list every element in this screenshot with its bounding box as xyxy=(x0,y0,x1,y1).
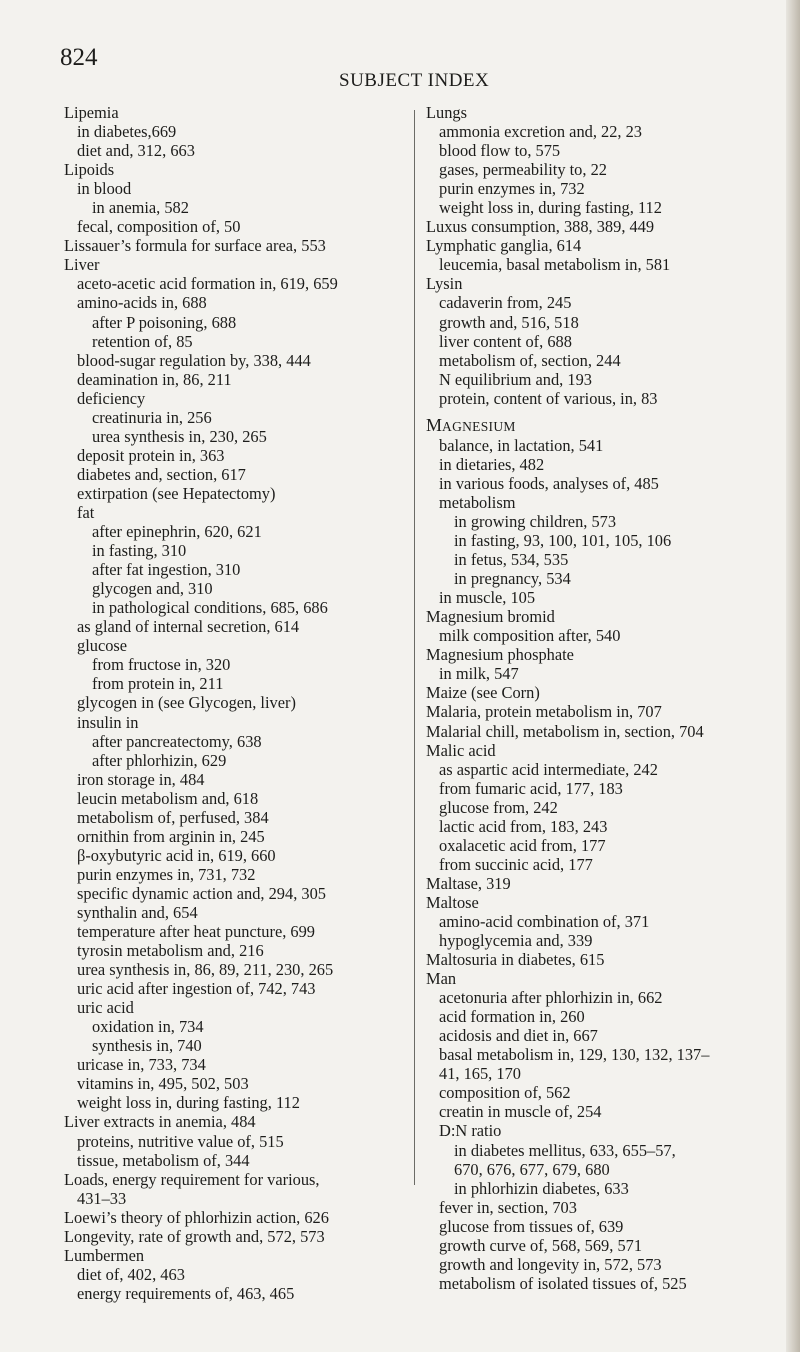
index-subentry: deposit protein in, 363 xyxy=(77,445,225,465)
index-heading: Liver extracts in anemia, 484 xyxy=(64,1112,256,1132)
index-subentry: blood-sugar regulation by, 338, 444 xyxy=(77,350,311,370)
page-header xyxy=(60,44,750,91)
index-subentry: in growing children, 573 xyxy=(454,511,617,531)
index-heading: Lipoids xyxy=(64,160,115,180)
index-subentry: glucose xyxy=(77,636,128,656)
index-subentry: diet of, 402, 463 xyxy=(77,1264,185,1284)
index-subentry: proteins, nutritive value of, 515 xyxy=(77,1131,284,1151)
index-subentry: basal metabolism in, 129, 130, 132, 137– xyxy=(439,1045,710,1065)
index-subentry: in fasting, 310 xyxy=(92,541,187,561)
index-heading: Loewi’s theory of phlorhizin action, 626 xyxy=(64,1207,329,1227)
index-subentry: oxalacetic acid from, 177 xyxy=(439,835,606,855)
index-subentry: after epinephrin, 620, 621 xyxy=(92,522,262,542)
index-subentry: in various foods, analyses of, 485 xyxy=(439,473,659,493)
index-subentry: milk composition after, 540 xyxy=(439,626,621,646)
index-heading: Maltose xyxy=(426,892,479,912)
index-subentry: insulin in xyxy=(77,712,139,732)
index-subentry: from fumaric acid, 177, 183 xyxy=(439,778,623,798)
index-subentry: after phlorhizin, 629 xyxy=(92,750,227,770)
index-subentry: growth and longevity in, 572, 573 xyxy=(439,1254,662,1274)
page-edge-shadow xyxy=(786,0,800,1352)
index-subentry: oxidation in, 734 xyxy=(92,1017,204,1037)
index-subentry: in fasting, 93, 100, 101, 105, 106 xyxy=(454,531,672,551)
index-subentry: in diabetes mellitus, 633, 655–57, xyxy=(454,1140,676,1160)
index-subentry: 431–33 xyxy=(77,1188,127,1208)
index-heading: Maltase, 319 xyxy=(426,873,511,893)
index-heading: Maltosuria in diabetes, 615 xyxy=(426,950,605,970)
index-subentry: leucemia, basal metabolism in, 581 xyxy=(439,255,671,275)
index-subentry: in anemia, 582 xyxy=(92,198,189,218)
index-subentry: creatin in muscle of, 254 xyxy=(439,1102,602,1122)
index-subentry: ammonia excretion and, 22, 23 xyxy=(439,122,643,142)
index-heading: MAGNESIUM xyxy=(426,414,516,435)
index-subentry: after fat ingestion, 310 xyxy=(92,560,241,580)
index-column-left xyxy=(64,103,404,1303)
index-subentry: energy requirements of, 463, 465 xyxy=(77,1283,295,1303)
index-heading: Loads, energy requirement for various, xyxy=(64,1169,320,1189)
index-subentry: temperature after heat puncture, 699 xyxy=(77,922,316,942)
index-subentry: aceto-acetic acid formation in, 619, 659 xyxy=(77,274,338,294)
index-subentry: leucin metabolism and, 618 xyxy=(77,788,259,808)
index-subentry: diet and, 312, 663 xyxy=(77,141,195,161)
index-subentry: balance, in lactation, 541 xyxy=(439,435,604,455)
index-subentry: iron storage in, 484 xyxy=(77,769,205,789)
index-subentry: fecal, composition of, 50 xyxy=(77,217,241,237)
index-subentry: hypoglycemia and, 339 xyxy=(439,931,593,951)
index-subentry: growth and, 516, 518 xyxy=(439,312,579,332)
index-subentry: creatinuria in, 256 xyxy=(92,407,212,427)
index-subentry: D:N ratio xyxy=(439,1121,502,1141)
index-subentry: 670, 676, 677, 679, 680 xyxy=(454,1159,610,1179)
index-subentry: glycogen and, 310 xyxy=(92,579,213,599)
index-subentry: ornithin from arginin in, 245 xyxy=(77,826,265,846)
index-subentry: glycogen in (see Glycogen, liver) xyxy=(77,693,296,713)
index-subentry: tissue, metabolism of, 344 xyxy=(77,1150,250,1170)
index-heading: Liver xyxy=(64,255,100,275)
index-subentry: in dietaries, 482 xyxy=(439,454,545,474)
index-subentry: urea synthesis in, 86, 89, 211, 230, 265 xyxy=(77,960,334,980)
running-title: SUBJECT INDEX xyxy=(339,70,490,91)
index-subentry: deficiency xyxy=(77,388,146,408)
index-heading: Maize (see Corn) xyxy=(426,683,540,703)
index-subentry: amino-acids in, 688 xyxy=(77,293,207,313)
index-subentry: retention of, 85 xyxy=(92,331,193,351)
column-divider xyxy=(414,110,415,1185)
index-subentry: fever in, section, 703 xyxy=(439,1197,577,1217)
index-heading: Lysin xyxy=(426,274,463,294)
index-subentry: in diabetes,669 xyxy=(77,122,177,142)
index-subentry: protein, content of various, in, 83 xyxy=(439,388,658,408)
index-subentry: purin enzymes in, 731, 732 xyxy=(77,864,256,884)
index-subentry: amino-acid combination of, 371 xyxy=(439,911,650,931)
index-subentry: purin enzymes in, 732 xyxy=(439,179,585,199)
index-subentry: in milk, 547 xyxy=(439,664,519,684)
index-subentry: in fetus, 534, 535 xyxy=(454,550,569,570)
index-subentry: in muscle, 105 xyxy=(439,588,536,608)
index-heading: Malarial chill, metabolism in, section, 704 xyxy=(426,721,704,741)
index-heading: Lumbermen xyxy=(64,1245,145,1265)
index-subentry: in blood xyxy=(77,179,132,199)
index-subentry: in pregnancy, 534 xyxy=(454,569,571,589)
page-number: 824 xyxy=(60,44,98,71)
index-subentry: glucose from tissues of, 639 xyxy=(439,1216,624,1236)
index-subentry: acetonuria after phlorhizin in, 662 xyxy=(439,988,663,1008)
index-subentry: as aspartic acid intermediate, 242 xyxy=(439,759,658,779)
index-heading: Magnesium phosphate xyxy=(426,645,574,665)
index-heading: Lipemia xyxy=(64,103,119,122)
index-subentry: metabolism of isolated tissues of, 525 xyxy=(439,1273,687,1293)
index-subentry: β-oxybutyric acid in, 619, 660 xyxy=(77,845,276,865)
index-subentry: fat xyxy=(77,502,95,522)
index-heading: Luxus consumption, 388, 389, 449 xyxy=(426,217,655,237)
index-subentry: metabolism xyxy=(439,492,516,512)
index-subentry: acidosis and diet in, 667 xyxy=(439,1026,598,1046)
index-subentry: deamination in, 86, 211 xyxy=(77,369,232,389)
index-subentry: weight loss in, during fasting, 112 xyxy=(439,198,662,218)
index-subentry: from succinic acid, 177 xyxy=(439,854,593,874)
index-subentry: liver content of, 688 xyxy=(439,331,572,351)
index-subentry: synthesis in, 740 xyxy=(92,1036,202,1056)
index-subentry: weight loss in, during fasting, 112 xyxy=(77,1093,300,1113)
index-subentry: 41, 165, 170 xyxy=(439,1064,521,1084)
index-subentry: glucose from, 242 xyxy=(439,797,558,817)
index-subentry: in phlorhizin diabetes, 633 xyxy=(454,1178,629,1198)
index-subentry: composition of, 562 xyxy=(439,1083,571,1103)
section-gap xyxy=(426,408,766,416)
index-subentry: tyrosin metabolism and, 216 xyxy=(77,941,264,961)
index-subentry: uricase in, 733, 734 xyxy=(77,1055,206,1075)
index-subentry: metabolism of, section, 244 xyxy=(439,350,621,370)
index-subentry: metabolism of, perfused, 384 xyxy=(77,807,269,827)
index-subentry: specific dynamic action and, 294, 305 xyxy=(77,883,326,903)
index-subentry: diabetes and, section, 617 xyxy=(77,464,246,484)
index-column-right xyxy=(426,103,766,1293)
index-subentry: blood flow to, 575 xyxy=(439,141,561,161)
index-subentry: gases, permeability to, 22 xyxy=(439,160,607,180)
index-heading: Longevity, rate of growth and, 572, 573 xyxy=(64,1226,325,1246)
index-heading: Lungs xyxy=(426,103,467,122)
index-subentry: lactic acid from, 183, 243 xyxy=(439,816,608,836)
index-subentry: N equilibrium and, 193 xyxy=(439,369,592,389)
index-subentry: as gland of internal secretion, 614 xyxy=(77,617,300,637)
index-subentry: from fructose in, 320 xyxy=(92,655,231,675)
index-subentry: in pathological conditions, 685, 686 xyxy=(92,598,328,618)
index-heading: Man xyxy=(426,969,457,989)
index-heading: Lymphatic ganglia, 614 xyxy=(426,236,582,256)
index-heading: Lissauer’s formula for surface area, 553 xyxy=(64,236,326,256)
index-subentry: extirpation (see Hepatectomy) xyxy=(77,483,276,503)
index-subentry: synthalin and, 654 xyxy=(77,902,198,922)
index-subentry: cadaverin from, 245 xyxy=(439,293,572,313)
index-subentry: vitamins in, 495, 502, 503 xyxy=(77,1074,249,1094)
index-subentry: growth curve of, 568, 569, 571 xyxy=(439,1235,643,1255)
index-heading: Malaria, protein metabolism in, 707 xyxy=(426,702,662,722)
index-subentry: uric acid xyxy=(77,998,134,1018)
index-heading: Malic acid xyxy=(426,740,496,760)
index-subentry: from protein in, 211 xyxy=(92,674,224,694)
index-subentry: uric acid after ingestion of, 742, 743 xyxy=(77,979,316,999)
index-heading: Magnesium bromid xyxy=(426,607,555,627)
index-subentry: after pancreatectomy, 638 xyxy=(92,731,262,751)
index-subentry: urea synthesis in, 230, 265 xyxy=(92,426,267,446)
index-subentry: after P poisoning, 688 xyxy=(92,312,237,332)
index-subentry: acid formation in, 260 xyxy=(439,1007,585,1027)
